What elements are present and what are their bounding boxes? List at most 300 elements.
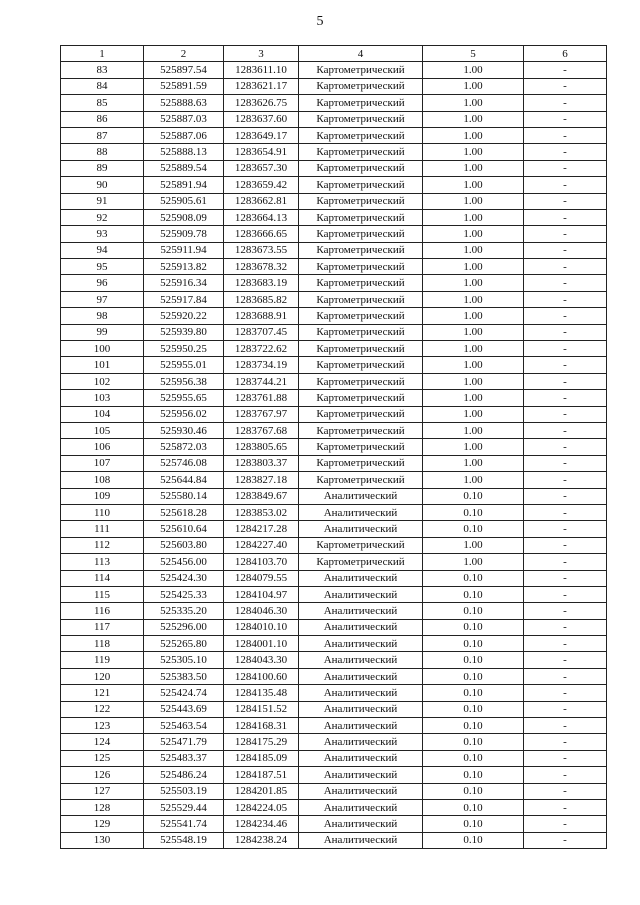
- x-coordinate-cell: 525424.74: [144, 685, 224, 701]
- x-coordinate-cell: 525913.82: [144, 259, 224, 275]
- y-coordinate-cell: 1284046.30: [224, 603, 299, 619]
- table-row: [61, 685, 607, 701]
- table-row: [61, 652, 607, 668]
- accuracy-cell: 1.00: [423, 373, 524, 389]
- method-cell: Картометрический: [299, 259, 423, 275]
- table-row: [61, 160, 607, 176]
- method-cell: Картометрический: [299, 144, 423, 160]
- point-number-cell: 91: [61, 193, 144, 209]
- x-coordinate-cell: 525955.01: [144, 357, 224, 373]
- x-coordinate-cell: 525483.37: [144, 750, 224, 766]
- accuracy-cell: 0.10: [423, 799, 524, 815]
- table-row: [61, 799, 607, 815]
- note-cell: -: [524, 521, 607, 537]
- table-row: [61, 619, 607, 635]
- accuracy-cell: 0.10: [423, 783, 524, 799]
- method-cell: Картометрический: [299, 439, 423, 455]
- y-coordinate-cell: 1283611.10: [224, 62, 299, 78]
- y-coordinate-cell: 1284010.10: [224, 619, 299, 635]
- note-cell: -: [524, 537, 607, 553]
- method-cell: Картометрический: [299, 390, 423, 406]
- method-cell: Аналитический: [299, 799, 423, 815]
- method-cell: Аналитический: [299, 718, 423, 734]
- table-row: [61, 767, 607, 783]
- point-number-cell: 96: [61, 275, 144, 291]
- note-cell: -: [524, 275, 607, 291]
- method-cell: Картометрический: [299, 472, 423, 488]
- x-coordinate-cell: 525305.10: [144, 652, 224, 668]
- y-coordinate-cell: 1283853.02: [224, 504, 299, 520]
- x-coordinate-cell: 525887.03: [144, 111, 224, 127]
- method-cell: Картометрический: [299, 275, 423, 291]
- note-cell: -: [524, 750, 607, 766]
- column-header-5: 5: [423, 46, 524, 62]
- table-row: [61, 406, 607, 422]
- note-cell: -: [524, 603, 607, 619]
- accuracy-cell: 0.10: [423, 504, 524, 520]
- y-coordinate-cell: 1284104.97: [224, 586, 299, 602]
- y-coordinate-cell: 1284001.10: [224, 636, 299, 652]
- accuracy-cell: 1.00: [423, 193, 524, 209]
- table-row: [61, 127, 607, 143]
- x-coordinate-cell: 525888.63: [144, 95, 224, 111]
- table-row: [61, 734, 607, 750]
- note-cell: -: [524, 832, 607, 848]
- column-header-3: 3: [224, 46, 299, 62]
- point-number-cell: 88: [61, 144, 144, 160]
- coordinates-table: [60, 45, 607, 849]
- method-cell: Картометрический: [299, 373, 423, 389]
- point-number-cell: 103: [61, 390, 144, 406]
- x-coordinate-cell: 525939.80: [144, 324, 224, 340]
- note-cell: -: [524, 767, 607, 783]
- method-cell: Аналитический: [299, 816, 423, 832]
- note-cell: -: [524, 422, 607, 438]
- note-cell: -: [524, 636, 607, 652]
- method-cell: Аналитический: [299, 668, 423, 684]
- x-coordinate-cell: 525930.46: [144, 422, 224, 438]
- accuracy-cell: 1.00: [423, 406, 524, 422]
- y-coordinate-cell: 1284227.40: [224, 537, 299, 553]
- point-number-cell: 105: [61, 422, 144, 438]
- accuracy-cell: 1.00: [423, 78, 524, 94]
- accuracy-cell: 0.10: [423, 750, 524, 766]
- note-cell: -: [524, 144, 607, 160]
- point-number-cell: 107: [61, 455, 144, 471]
- table-row: [61, 455, 607, 471]
- y-coordinate-cell: 1283659.42: [224, 177, 299, 193]
- y-coordinate-cell: 1283683.19: [224, 275, 299, 291]
- column-header-4: 4: [299, 46, 423, 62]
- note-cell: -: [524, 242, 607, 258]
- accuracy-cell: 1.00: [423, 291, 524, 307]
- note-cell: -: [524, 308, 607, 324]
- point-number-cell: 113: [61, 554, 144, 570]
- note-cell: -: [524, 259, 607, 275]
- x-coordinate-cell: 525956.02: [144, 406, 224, 422]
- x-coordinate-cell: 525872.03: [144, 439, 224, 455]
- y-coordinate-cell: 1283803.37: [224, 455, 299, 471]
- y-coordinate-cell: 1283767.97: [224, 406, 299, 422]
- column-header-1: 1: [61, 46, 144, 62]
- y-coordinate-cell: 1284185.09: [224, 750, 299, 766]
- x-coordinate-cell: 525891.59: [144, 78, 224, 94]
- method-cell: Аналитический: [299, 701, 423, 717]
- x-coordinate-cell: 525917.84: [144, 291, 224, 307]
- point-number-cell: 124: [61, 734, 144, 750]
- note-cell: -: [524, 78, 607, 94]
- note-cell: -: [524, 799, 607, 815]
- method-cell: Картометрический: [299, 324, 423, 340]
- accuracy-cell: 0.10: [423, 586, 524, 602]
- table-row: [61, 291, 607, 307]
- x-coordinate-cell: 525456.00: [144, 554, 224, 570]
- y-coordinate-cell: 1283734.19: [224, 357, 299, 373]
- x-coordinate-cell: 525644.84: [144, 472, 224, 488]
- accuracy-cell: 0.10: [423, 668, 524, 684]
- x-coordinate-cell: 525265.80: [144, 636, 224, 652]
- table-row: [61, 78, 607, 94]
- point-number-cell: 120: [61, 668, 144, 684]
- note-cell: -: [524, 95, 607, 111]
- method-cell: Картометрический: [299, 177, 423, 193]
- accuracy-cell: 1.00: [423, 127, 524, 143]
- accuracy-cell: 1.00: [423, 275, 524, 291]
- accuracy-cell: 1.00: [423, 242, 524, 258]
- note-cell: -: [524, 472, 607, 488]
- note-cell: -: [524, 439, 607, 455]
- table-row: [61, 341, 607, 357]
- y-coordinate-cell: 1284187.51: [224, 767, 299, 783]
- table-row: [61, 259, 607, 275]
- x-coordinate-cell: 525916.34: [144, 275, 224, 291]
- accuracy-cell: 1.00: [423, 62, 524, 78]
- note-cell: -: [524, 291, 607, 307]
- method-cell: Картометрический: [299, 242, 423, 258]
- accuracy-cell: 1.00: [423, 259, 524, 275]
- accuracy-cell: 0.10: [423, 832, 524, 848]
- table-row: [61, 554, 607, 570]
- x-coordinate-cell: 525463.54: [144, 718, 224, 734]
- accuracy-cell: 1.00: [423, 324, 524, 340]
- method-cell: Картометрический: [299, 62, 423, 78]
- accuracy-cell: 0.10: [423, 636, 524, 652]
- accuracy-cell: 1.00: [423, 439, 524, 455]
- y-coordinate-cell: 1284175.29: [224, 734, 299, 750]
- y-coordinate-cell: 1283662.81: [224, 193, 299, 209]
- point-number-cell: 90: [61, 177, 144, 193]
- method-cell: Аналитический: [299, 488, 423, 504]
- point-number-cell: 83: [61, 62, 144, 78]
- note-cell: -: [524, 193, 607, 209]
- method-cell: Аналитический: [299, 504, 423, 520]
- note-cell: -: [524, 570, 607, 586]
- x-coordinate-cell: 525610.64: [144, 521, 224, 537]
- table-row: [61, 357, 607, 373]
- point-number-cell: 84: [61, 78, 144, 94]
- note-cell: -: [524, 111, 607, 127]
- note-cell: -: [524, 816, 607, 832]
- table-row: [61, 537, 607, 553]
- note-cell: -: [524, 324, 607, 340]
- y-coordinate-cell: 1283805.65: [224, 439, 299, 455]
- note-cell: -: [524, 783, 607, 799]
- y-coordinate-cell: 1283673.55: [224, 242, 299, 258]
- point-number-cell: 100: [61, 341, 144, 357]
- x-coordinate-cell: 525887.06: [144, 127, 224, 143]
- accuracy-cell: 0.10: [423, 767, 524, 783]
- point-number-cell: 117: [61, 619, 144, 635]
- method-cell: Аналитический: [299, 570, 423, 586]
- y-coordinate-cell: 1284201.85: [224, 783, 299, 799]
- y-coordinate-cell: 1283688.91: [224, 308, 299, 324]
- table-row: [61, 226, 607, 242]
- point-number-cell: 101: [61, 357, 144, 373]
- y-coordinate-cell: 1283637.60: [224, 111, 299, 127]
- point-number-cell: 126: [61, 767, 144, 783]
- accuracy-cell: 1.00: [423, 226, 524, 242]
- x-coordinate-cell: 525905.61: [144, 193, 224, 209]
- method-cell: Картометрический: [299, 554, 423, 570]
- y-coordinate-cell: 1284238.24: [224, 832, 299, 848]
- method-cell: Аналитический: [299, 603, 423, 619]
- table-row: [61, 422, 607, 438]
- y-coordinate-cell: 1283621.17: [224, 78, 299, 94]
- method-cell: Аналитический: [299, 734, 423, 750]
- y-coordinate-cell: 1283657.30: [224, 160, 299, 176]
- accuracy-cell: 1.00: [423, 537, 524, 553]
- method-cell: Картометрический: [299, 193, 423, 209]
- accuracy-cell: 1.00: [423, 95, 524, 111]
- method-cell: Картометрический: [299, 357, 423, 373]
- x-coordinate-cell: 525956.38: [144, 373, 224, 389]
- point-number-cell: 122: [61, 701, 144, 717]
- method-cell: Картометрический: [299, 537, 423, 553]
- point-number-cell: 97: [61, 291, 144, 307]
- table-row: [61, 439, 607, 455]
- table-row: [61, 209, 607, 225]
- note-cell: -: [524, 160, 607, 176]
- y-coordinate-cell: 1284103.70: [224, 554, 299, 570]
- note-cell: -: [524, 701, 607, 717]
- x-coordinate-cell: 525541.74: [144, 816, 224, 832]
- point-number-cell: 112: [61, 537, 144, 553]
- accuracy-cell: 1.00: [423, 177, 524, 193]
- method-cell: Картометрический: [299, 291, 423, 307]
- x-coordinate-cell: 525603.80: [144, 537, 224, 553]
- x-coordinate-cell: 525383.50: [144, 668, 224, 684]
- page-number: 5: [316, 14, 324, 29]
- method-cell: Аналитический: [299, 652, 423, 668]
- point-number-cell: 130: [61, 832, 144, 848]
- point-number-cell: 114: [61, 570, 144, 586]
- point-number-cell: 102: [61, 373, 144, 389]
- table-row: [61, 308, 607, 324]
- table-row: [61, 488, 607, 504]
- point-number-cell: 89: [61, 160, 144, 176]
- accuracy-cell: 1.00: [423, 144, 524, 160]
- x-coordinate-cell: 525425.33: [144, 586, 224, 602]
- x-coordinate-cell: 525548.19: [144, 832, 224, 848]
- point-number-cell: 99: [61, 324, 144, 340]
- table-row: [61, 603, 607, 619]
- method-cell: Картометрический: [299, 209, 423, 225]
- x-coordinate-cell: 525888.13: [144, 144, 224, 160]
- y-coordinate-cell: 1283649.17: [224, 127, 299, 143]
- accuracy-cell: 0.10: [423, 701, 524, 717]
- table-row: [61, 242, 607, 258]
- note-cell: -: [524, 504, 607, 520]
- note-cell: -: [524, 177, 607, 193]
- note-cell: -: [524, 718, 607, 734]
- point-number-cell: 87: [61, 127, 144, 143]
- note-cell: -: [524, 455, 607, 471]
- x-coordinate-cell: 525908.09: [144, 209, 224, 225]
- x-coordinate-cell: 525471.79: [144, 734, 224, 750]
- accuracy-cell: 0.10: [423, 685, 524, 701]
- y-coordinate-cell: 1284151.52: [224, 701, 299, 717]
- note-cell: -: [524, 586, 607, 602]
- note-cell: -: [524, 209, 607, 225]
- y-coordinate-cell: 1284217.28: [224, 521, 299, 537]
- method-cell: Картометрический: [299, 160, 423, 176]
- table-row: [61, 816, 607, 832]
- accuracy-cell: 0.10: [423, 488, 524, 504]
- table-row: [61, 636, 607, 652]
- table-row: [61, 373, 607, 389]
- table-row: [61, 111, 607, 127]
- method-cell: Аналитический: [299, 586, 423, 602]
- point-number-cell: 129: [61, 816, 144, 832]
- y-coordinate-cell: 1284224.05: [224, 799, 299, 815]
- accuracy-cell: 1.00: [423, 209, 524, 225]
- method-cell: Картометрический: [299, 127, 423, 143]
- table-row: [61, 193, 607, 209]
- y-coordinate-cell: 1283767.68: [224, 422, 299, 438]
- point-number-cell: 86: [61, 111, 144, 127]
- accuracy-cell: 0.10: [423, 521, 524, 537]
- point-number-cell: 111: [61, 521, 144, 537]
- table-row: [61, 783, 607, 799]
- accuracy-cell: 1.00: [423, 357, 524, 373]
- table-row: [61, 324, 607, 340]
- column-header-6: 6: [524, 46, 607, 62]
- x-coordinate-cell: 525580.14: [144, 488, 224, 504]
- point-number-cell: 125: [61, 750, 144, 766]
- accuracy-cell: 0.10: [423, 816, 524, 832]
- method-cell: Картометрический: [299, 78, 423, 94]
- accuracy-cell: 1.00: [423, 554, 524, 570]
- point-number-cell: 127: [61, 783, 144, 799]
- point-number-cell: 128: [61, 799, 144, 815]
- x-coordinate-cell: 525486.24: [144, 767, 224, 783]
- method-cell: Аналитический: [299, 636, 423, 652]
- y-coordinate-cell: 1283761.88: [224, 390, 299, 406]
- point-number-cell: 108: [61, 472, 144, 488]
- point-number-cell: 104: [61, 406, 144, 422]
- method-cell: Картометрический: [299, 226, 423, 242]
- table-row: [61, 177, 607, 193]
- method-cell: Аналитический: [299, 521, 423, 537]
- accuracy-cell: 1.00: [423, 390, 524, 406]
- table-row: [61, 750, 607, 766]
- x-coordinate-cell: 525920.22: [144, 308, 224, 324]
- table-row: [61, 718, 607, 734]
- point-number-cell: 98: [61, 308, 144, 324]
- note-cell: -: [524, 357, 607, 373]
- note-cell: -: [524, 406, 607, 422]
- point-number-cell: 106: [61, 439, 144, 455]
- table-body: [61, 62, 607, 849]
- table-row: [61, 586, 607, 602]
- note-cell: -: [524, 373, 607, 389]
- note-cell: -: [524, 341, 607, 357]
- note-cell: -: [524, 488, 607, 504]
- x-coordinate-cell: 525335.20: [144, 603, 224, 619]
- point-number-cell: 94: [61, 242, 144, 258]
- y-coordinate-cell: 1283849.67: [224, 488, 299, 504]
- accuracy-cell: 1.00: [423, 160, 524, 176]
- point-number-cell: 118: [61, 636, 144, 652]
- note-cell: -: [524, 127, 607, 143]
- x-coordinate-cell: 525909.78: [144, 226, 224, 242]
- method-cell: Картометрический: [299, 341, 423, 357]
- point-number-cell: 115: [61, 586, 144, 602]
- method-cell: Картометрический: [299, 422, 423, 438]
- x-coordinate-cell: 525891.94: [144, 177, 224, 193]
- x-coordinate-cell: 525911.94: [144, 242, 224, 258]
- x-coordinate-cell: 525889.54: [144, 160, 224, 176]
- table-row: [61, 521, 607, 537]
- point-number-cell: 119: [61, 652, 144, 668]
- x-coordinate-cell: 525955.65: [144, 390, 224, 406]
- y-coordinate-cell: 1283664.13: [224, 209, 299, 225]
- table-row: [61, 472, 607, 488]
- method-cell: Аналитический: [299, 750, 423, 766]
- table-row: [61, 504, 607, 520]
- accuracy-cell: 1.00: [423, 341, 524, 357]
- y-coordinate-cell: 1283666.65: [224, 226, 299, 242]
- note-cell: -: [524, 619, 607, 635]
- x-coordinate-cell: 525443.69: [144, 701, 224, 717]
- table-row: [61, 570, 607, 586]
- method-cell: Аналитический: [299, 832, 423, 848]
- accuracy-cell: 0.10: [423, 570, 524, 586]
- accuracy-cell: 0.10: [423, 718, 524, 734]
- accuracy-cell: 0.10: [423, 652, 524, 668]
- table-row: [61, 62, 607, 78]
- method-cell: Аналитический: [299, 767, 423, 783]
- column-header-2: 2: [144, 46, 224, 62]
- note-cell: -: [524, 668, 607, 684]
- y-coordinate-cell: 1283827.18: [224, 472, 299, 488]
- y-coordinate-cell: 1283626.75: [224, 95, 299, 111]
- note-cell: -: [524, 734, 607, 750]
- note-cell: -: [524, 652, 607, 668]
- table-row: [61, 832, 607, 848]
- y-coordinate-cell: 1283744.21: [224, 373, 299, 389]
- accuracy-cell: 1.00: [423, 111, 524, 127]
- accuracy-cell: 1.00: [423, 455, 524, 471]
- method-cell: Картометрический: [299, 455, 423, 471]
- y-coordinate-cell: 1283707.45: [224, 324, 299, 340]
- accuracy-cell: 1.00: [423, 472, 524, 488]
- table-row: [61, 275, 607, 291]
- y-coordinate-cell: 1283654.91: [224, 144, 299, 160]
- point-number-cell: 123: [61, 718, 144, 734]
- table-row: [61, 701, 607, 717]
- note-cell: -: [524, 226, 607, 242]
